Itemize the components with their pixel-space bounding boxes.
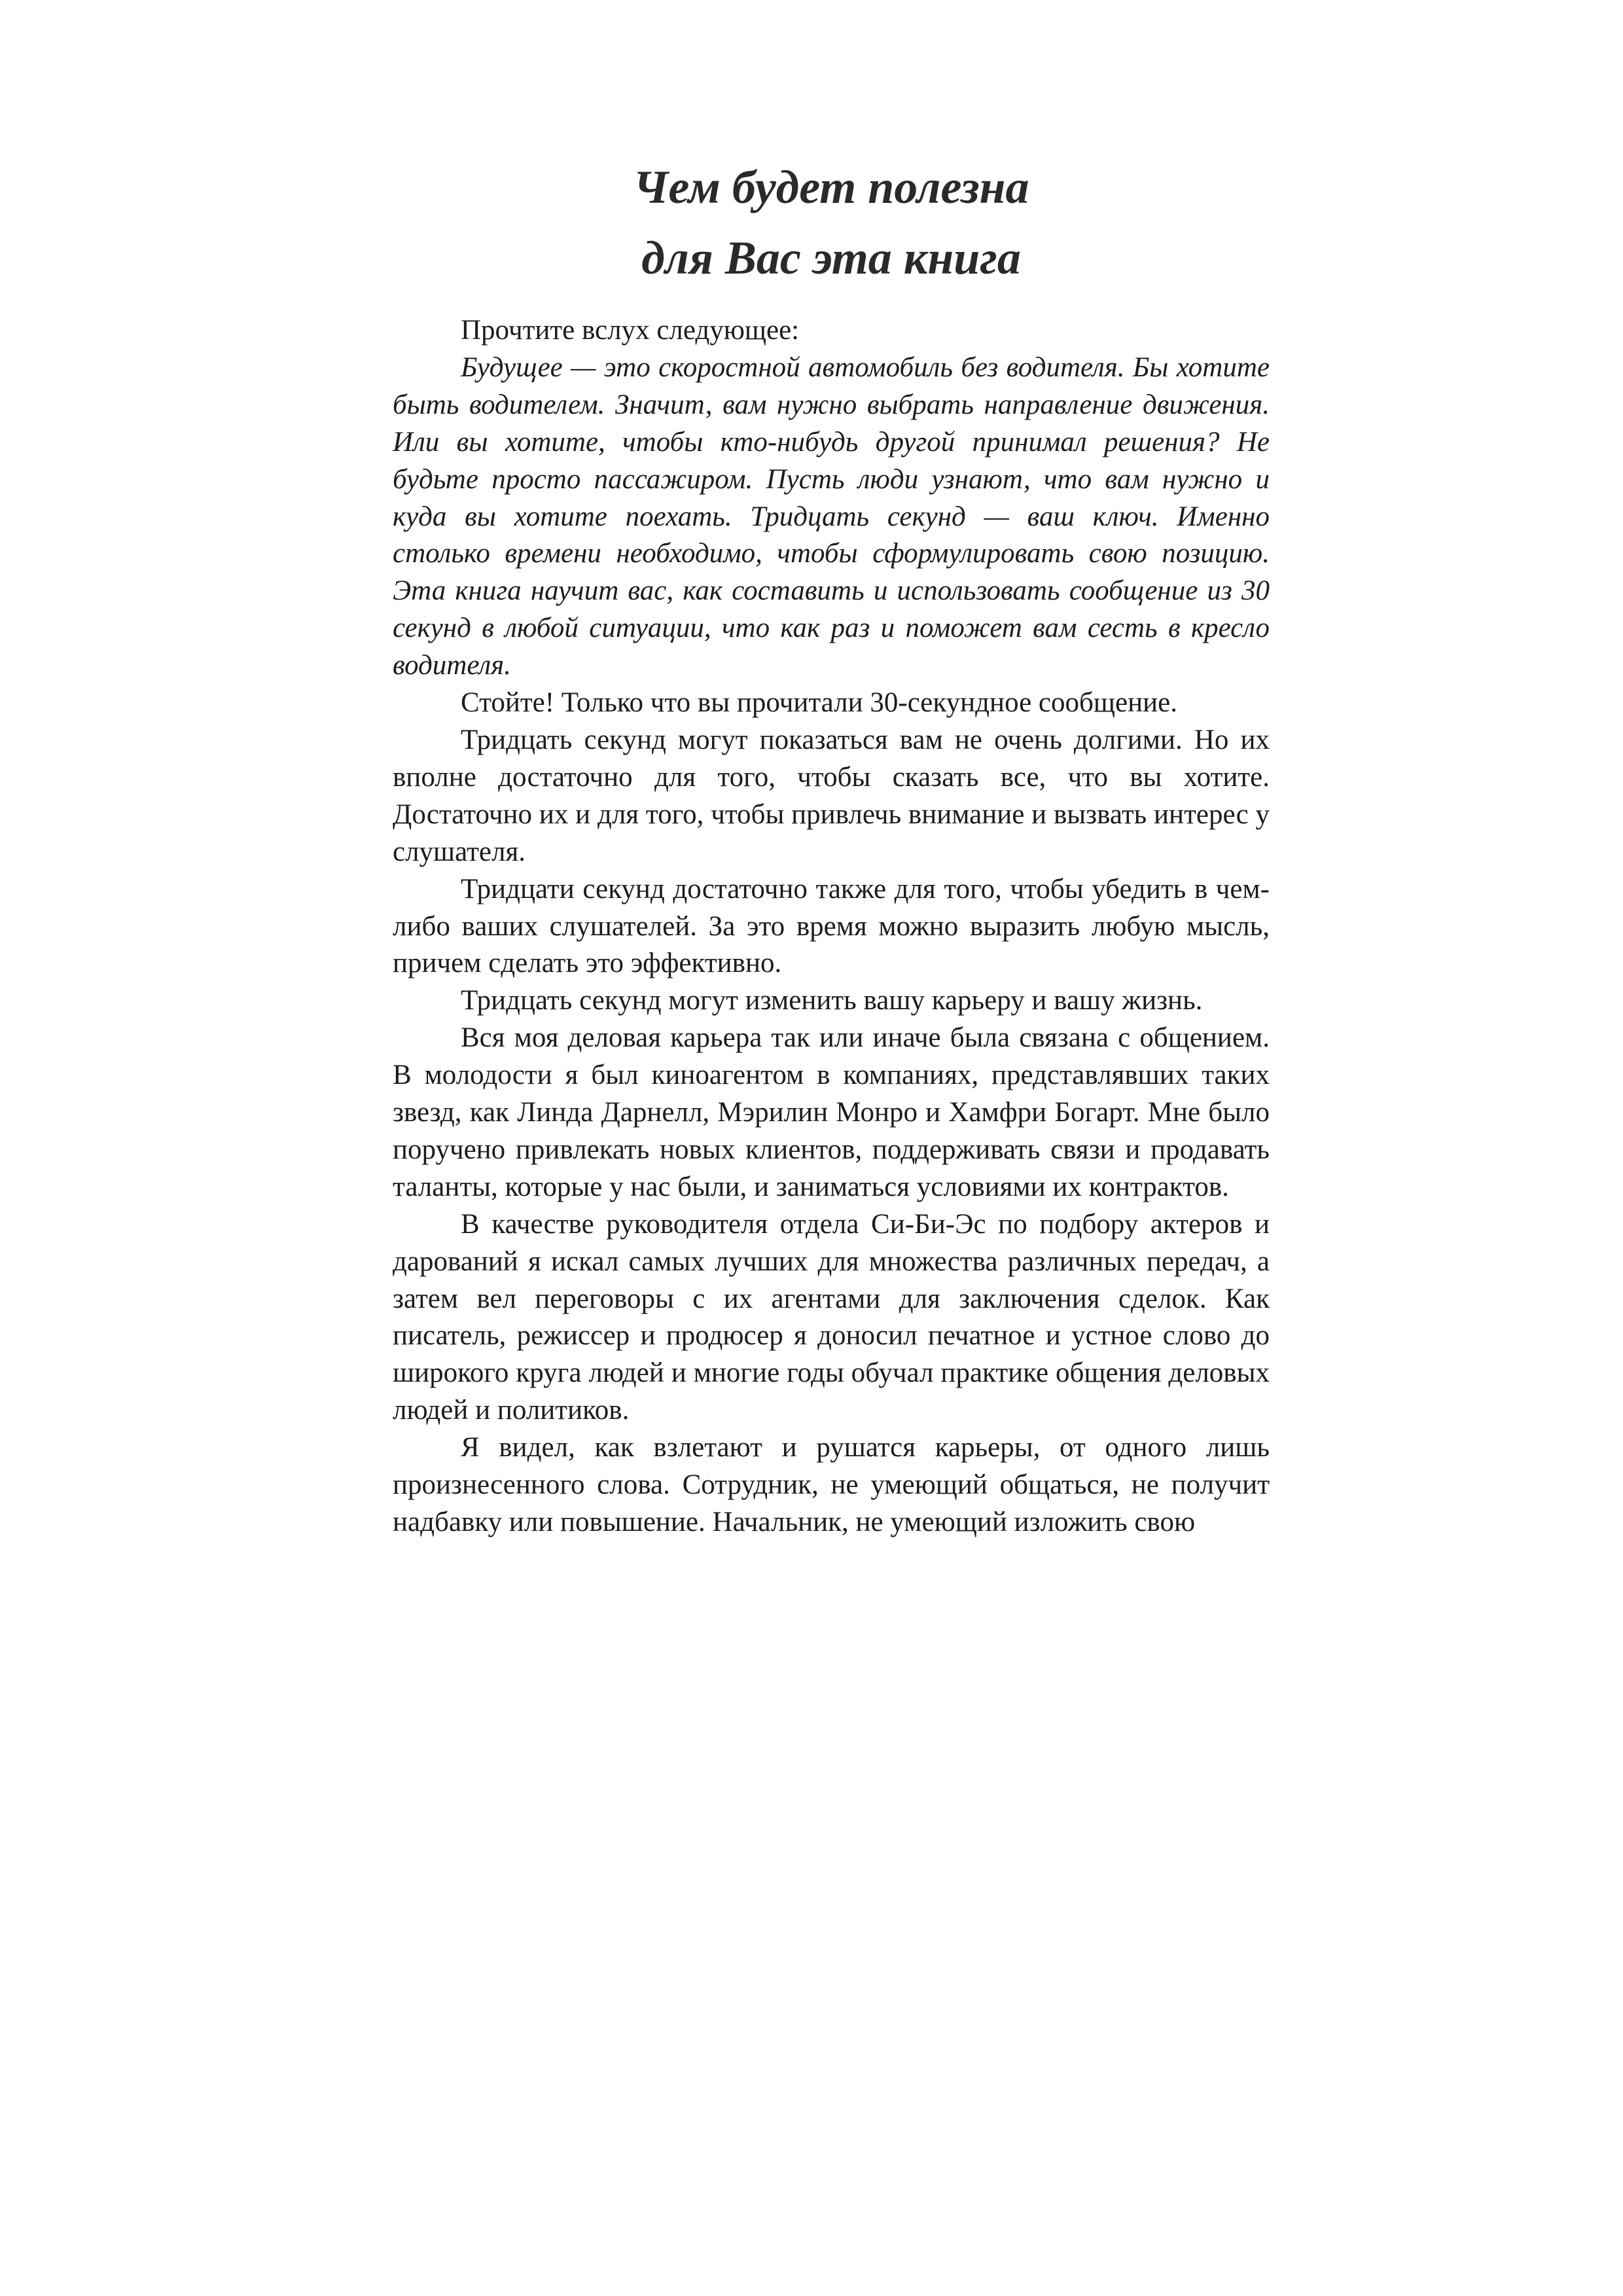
paragraph: В качестве руководителя отдела Си-Би-Эс по подбору актеров и дарований я искал самых лучших для множества различных передач, а затем вел переговоры с их агентами для заключения сделок. Как писатель, режиссер и продюсер я доносил печатное и устное слово до широкого круга людей и многие годы обучал практике общения деловых людей и политиков. — [393, 1208, 1270, 1426]
paragraph: Вся моя деловая карьера так или иначе была связана с общением. В молодости я был киноагентом в компаниях, представлявших таких звезд, как Линда Дарнелл, Мэрилин Монро и Хамфри Богарт. Мне было поручено привлекать новых клиентов, поддерживать связи и продавать таланты, которые у нас были, и заниматься условиями их контрактов. — [393, 1022, 1270, 1202]
body-text — [393, 312, 1270, 1541]
chapter-title-line-1: Чем будет полезна — [633, 161, 1029, 213]
paragraph: Тридцать секунд могут показаться вам не очень долгими. Но их вполне достаточно для того, чтобы сказать все, что вы хотите. Достаточно их и для того, чтобы привлечь внимание и вызвать интерес у слушателя. — [393, 724, 1270, 867]
paragraph: Тридцати секунд достаточно также для того, чтобы убедить в чем-либо ваших слушателей. За это время можно выразить любую мысль, причем сделать это эффективно. — [393, 873, 1270, 979]
italic-paragraph: Будущее — это скоростной автомобиль без водителя. Бы хотите быть водителем. Значит, вам нужно выбрать направление движения. Или вы хотите, чтобы кто-нибудь другой принимал решения? Не будьте просто пассажиром. Пусть люди узнают, что вам нужно и куда вы хотите поехать. Тридцать секунд — ваш ключ. Именно столько времени необходимо, чтобы сформулировать свою позицию. Эта книга научит вас, как составить и использовать сообщение из 30 секунд в любой ситуации, что как раз и поможет вам сесть в кресло водителя. — [393, 351, 1270, 681]
paragraph: Тридцать секунд могут изменить вашу карьеру и вашу жизнь. — [461, 985, 1203, 1016]
paragraph: Стойте! Только что вы прочитали 30-секундное сообщение. — [461, 687, 1177, 719]
chapter-title — [393, 152, 1270, 293]
chapter-title-line-2: для Вас эта книга — [641, 232, 1021, 284]
paragraph: Я видел, как взлетают и рушатся карьеры, от одного лишь произнесенного слова. Сотрудник, не умеющий общаться, не получит надбавку или повышение. Начальник, не умеющий изложить свою — [393, 1432, 1270, 1537]
paragraph: Прочтите вслух следующее: — [461, 315, 800, 346]
